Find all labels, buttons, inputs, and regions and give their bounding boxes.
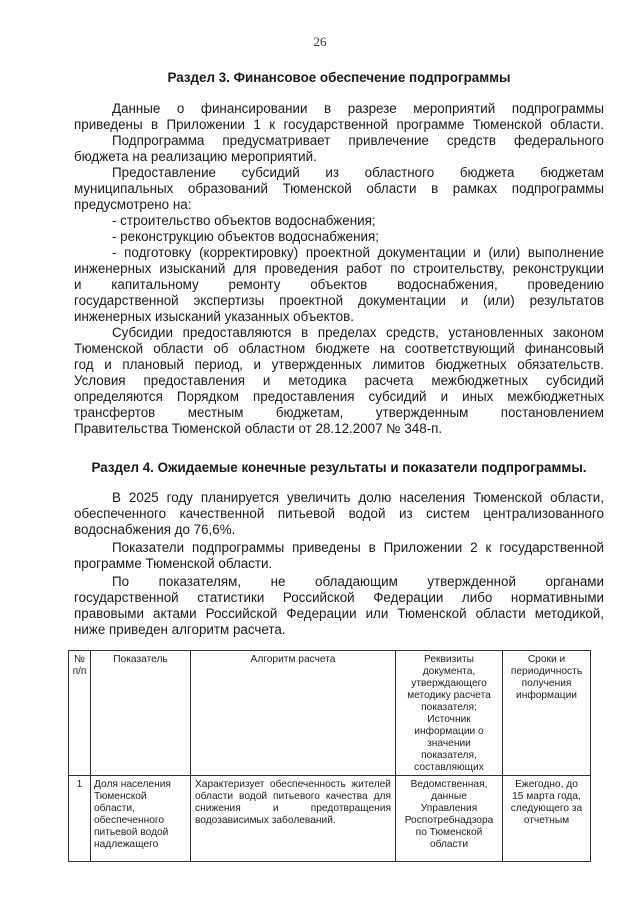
table-row-algorithm: Характеризует обеспеченность жителей области водой питьевого качества для снижения и предотвращения водозависимых заболеваний. <box>195 779 391 826</box>
paragraph-line: Данные о финансировании в разрезе мероприятий подпрограммы <box>112 101 604 116</box>
paragraph-line: государственной статистики Российской Федерации либо нормативными <box>74 590 604 605</box>
list-item: - строительство объектов водоснабжения; <box>112 213 376 228</box>
list-item: - подготовку (корректировку) проектной документации и (или) выполнение <box>112 245 604 260</box>
paragraph-line: определяются Порядком предоставления субсидий и иных межбюджетных <box>74 389 604 404</box>
paragraph-line: бюджета на реализацию мероприятий. <box>74 149 317 164</box>
paragraph-line: муниципальных образований Тюменской области в рамках подпрограммы <box>74 181 604 196</box>
paragraph-line: Условия предоставления и методика расчета межбюджетных субсидий <box>74 373 604 388</box>
table-row-num: 1 <box>76 779 83 790</box>
table-row-indicator: Доля населения Тюменской области, обеспеченного питьевой водой надлежащего <box>94 779 171 850</box>
paragraph-line: инженерных изысканий для проведения работ по строительству, реконструкции <box>74 261 604 276</box>
header-indicator: Показатель <box>113 654 168 665</box>
paragraph-line: предусмотрено на: <box>74 197 192 212</box>
section-4-title: Раздел 4. Ожидаемые конечные результаты и показатели подпрограммы. <box>91 460 587 475</box>
table-rule <box>68 861 591 862</box>
paragraph-line: Показатели подпрограммы приведены в Приложении 2 к государственной <box>112 540 604 555</box>
paragraph-line: Предоставление субсидий из областного бюджета бюджетам <box>112 165 604 180</box>
table-rule <box>68 650 591 651</box>
table-rule <box>590 650 591 862</box>
paragraph-line: Правительства Тюменской области от 28.12.2007 № 348-п. <box>74 421 443 436</box>
paragraph-line: Подпрограмма предусматривает привлечение средств федерального <box>112 133 604 148</box>
table-row-requisites: Ведомственная, данные Управления Роспотребнадзора по Тюменской области <box>404 779 494 850</box>
indicator-table <box>68 650 591 862</box>
paragraph-line: водоснабжения до 76,6%. <box>74 522 236 537</box>
paragraph-line: государственной экспертизы проектной документации и (или) результатов <box>74 293 604 308</box>
header-requisites: Реквизиты документа, утверждающего методику расчета показателя; Источник информации о значении показателя, составляющих <box>407 654 491 773</box>
header-timing: Сроки и периодичность получения информации <box>510 654 583 701</box>
header-num: № п/п <box>72 654 87 677</box>
paragraph-line: Субсидии предоставляются в пределах средств, установленных законом <box>112 325 604 340</box>
paragraph-line: В 2025 году планируется увеличить долю населения Тюменской области, <box>112 490 604 505</box>
paragraph-line: трансфертов местным бюджетам, утвержденным постановлением <box>74 405 604 420</box>
list-item: - реконструкцию объектов водоснабжения; <box>112 229 379 244</box>
header-algorithm: Алгоритм расчета <box>250 654 336 665</box>
paragraph-line: год и плановый период, и утвержденных лимитов бюджетных обязательств. <box>74 357 604 372</box>
paragraph-line: инженерных изысканий указанных объектов. <box>74 309 354 324</box>
paragraph-line: Тюменской области об областном бюджете на соответствующий финансовый <box>74 341 604 356</box>
paragraph-line: ниже приведен алгоритм расчета. <box>74 622 286 637</box>
table-row-timing: Ежегодно, до 15 марта года, следующего за отчетным <box>510 779 583 826</box>
section-3-title: Раздел 3. Финансовое обеспечение подпрограммы <box>167 70 511 85</box>
paragraph-line: По показателям, не обладающим утвержденной органами <box>112 574 604 589</box>
page-number: 26 <box>313 34 327 49</box>
table-rule <box>68 775 591 776</box>
paragraph-line: приведены в Приложении 1 к государственной программе Тюменской области. <box>74 117 604 132</box>
paragraph-line: обеспеченного качественной питьевой водой из систем централизованного <box>74 506 604 521</box>
paragraph-line: программе Тюменской области. <box>74 556 273 571</box>
paragraph-line: и капитальному ремонту объектов водоснабжения, проведению <box>74 277 604 292</box>
paragraph-line: правовыми актами Российской Федерации или Тюменской области методикой, <box>74 606 604 621</box>
